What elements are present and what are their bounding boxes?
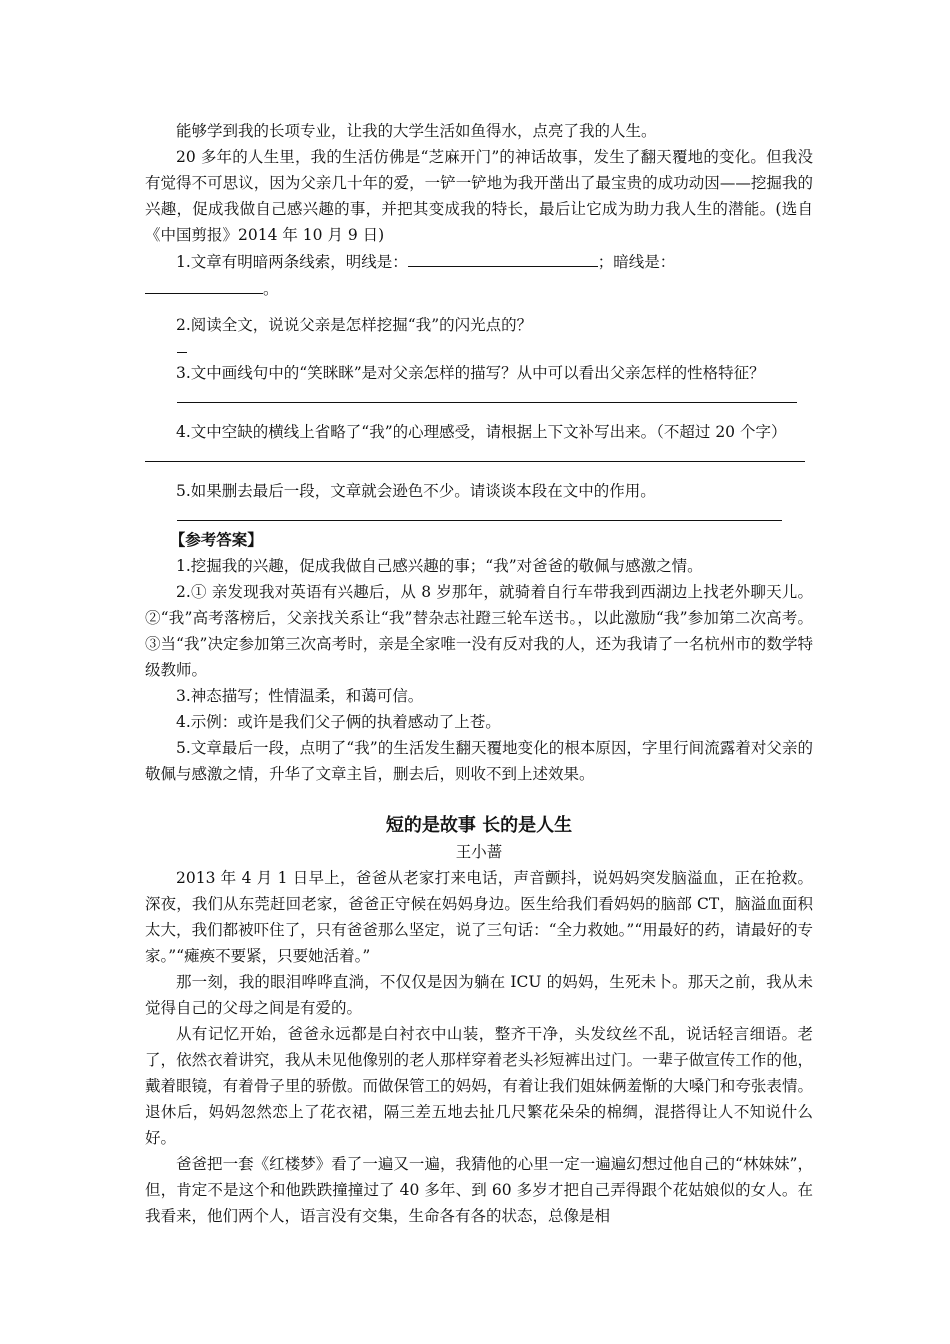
- document-page: [145, 118, 813, 1229]
- answer-item: 2.① 亲发现我对英语有兴趣后，从 8 岁那年，就骑着自行车带我到西湖边上找老外聊天儿。②“我”高考落榜后，父亲找关系让“我”替杂志社蹬三轮车送书。，以此激励“我”参加第二次高考。③当“我”决定参加第三次高考时，亲是全家唯一没有反对我的人，还为我请了一名杭州市的数学特级教师。: [145, 583, 813, 679]
- question-5: 5.如果删去最后一段，文章就会逊色不少。请谈谈本段在文中的作用。: [176, 482, 656, 500]
- paragraph: 能够学到我的长项专业，让我的大学生活如鱼得水，点亮了我的人生。: [176, 122, 657, 140]
- answer-blank: [145, 275, 263, 294]
- question-1: 1.文章有明暗两条线索，明线是： ；暗线是：: [145, 248, 813, 275]
- answer-blank: [408, 248, 598, 267]
- answer-line: [177, 338, 813, 360]
- question-4: 4.文中空缺的横线上省略了“我”的心理感受，请根据上下文补写出来。（不超过 20 个字）: [176, 423, 787, 441]
- answer-item: 1.挖掘我的兴趣，促成我做自己感兴趣的事；“我”对爸爸的敬佩与感激之情。: [176, 557, 703, 575]
- answer-line: [177, 386, 797, 403]
- story-paragraph: 2013 年 4 月 1 日早上，爸爸从老家打来电话，声音颤抖，说妈妈突发脑溢血，正在抢救。深夜，我们从东莞赶回老家，爸爸正守候在妈妈身边。医生给我们看妈妈的脑部 CT，脑溢血面积太大，我们都被吓住了，只有爸爸那么坚定，说了三句话：“全力救她。”“用最好的药，请最好的专家。”“瘫痪不要紧，只要她活着。”: [145, 869, 813, 965]
- answer-section-title: 【参考答案】: [169, 531, 263, 549]
- story-paragraph: 从有记忆开始，爸爸永远都是白衬衣中山装，整齐干净，头发纹丝不乱，说话轻言细语。老了，依然衣着讲究，我从未见他像别的老人那样穿着老头衫短裤出过门。一辈子做宣传工作的他，戴着眼镜，有着骨子里的骄傲。而做保管工的妈妈，有着让我们姐妹俩羞惭的大嗓门和夸张表情。退休后，妈妈忽然恋上了花衣裙，隔三差五地去扯几尺繁花朵朵的棉绸，混搭得让人不知说什么好。: [145, 1025, 813, 1147]
- paragraph: 20 多年的人生里，我的生活仿佛是“芝麻开门”的神话故事，发生了翻天覆地的变化。但我没有觉得不可思议，因为父亲几十年的爱，一铲一铲地为我开凿出了最宝贵的成功动因——挖掘我的兴趣，促成我做自己感兴趣的事，并把其变成我的特长，最后让它成为助力我人生的潜能。(选自《中国剪报》2014 年 10 月 9 日): [145, 148, 813, 244]
- answer-item: 5.文章最后一段，点明了“我”的生活发生翻天覆地变化的根本原因，字里行间流露着对父亲的敬佩与感激之情，升华了文章主旨，删去后，则收不到上述效果。: [145, 739, 813, 783]
- question-2: 2.阅读全文，说说父亲是怎样挖掘“我”的闪光点的？: [176, 316, 533, 334]
- answer-item: 3.神态描写；性情温柔，和蔼可信。: [176, 687, 424, 705]
- question-1-cont: 。: [145, 275, 813, 302]
- story-author: 王小蔷: [455, 843, 503, 861]
- question-3: 3.文中画线句中的“笑眯眯”是对父亲怎样的描写？从中可以看出父亲怎样的性格特征？: [176, 364, 765, 382]
- story-title: 短的是故事 长的是人生: [385, 815, 573, 836]
- answer-line: [177, 504, 782, 521]
- story-paragraph: 那一刻，我的眼泪哗哗直淌，不仅仅是因为躺在 ICU 的妈妈，生死未卜。那天之前，我从未觉得自己的父母之间是有爱的。: [145, 973, 813, 1017]
- story-paragraph: 爸爸把一套《红楼梦》看了一遍又一遍，我猜他的心里一定一遍遍幻想过他自己的“林妹妹”，但，肯定不是这个和他跌跌撞撞过了 40 多年、到 60 多岁才把自己弄得跟个花姑娘似的女人。在我看来，他们两个人，语言没有交集，生命各有各的状态，总像是相: [145, 1155, 813, 1225]
- answer-item: 4.示例：或许是我们父子俩的执着感动了上苍。: [176, 713, 501, 731]
- answer-line: [145, 445, 805, 462]
